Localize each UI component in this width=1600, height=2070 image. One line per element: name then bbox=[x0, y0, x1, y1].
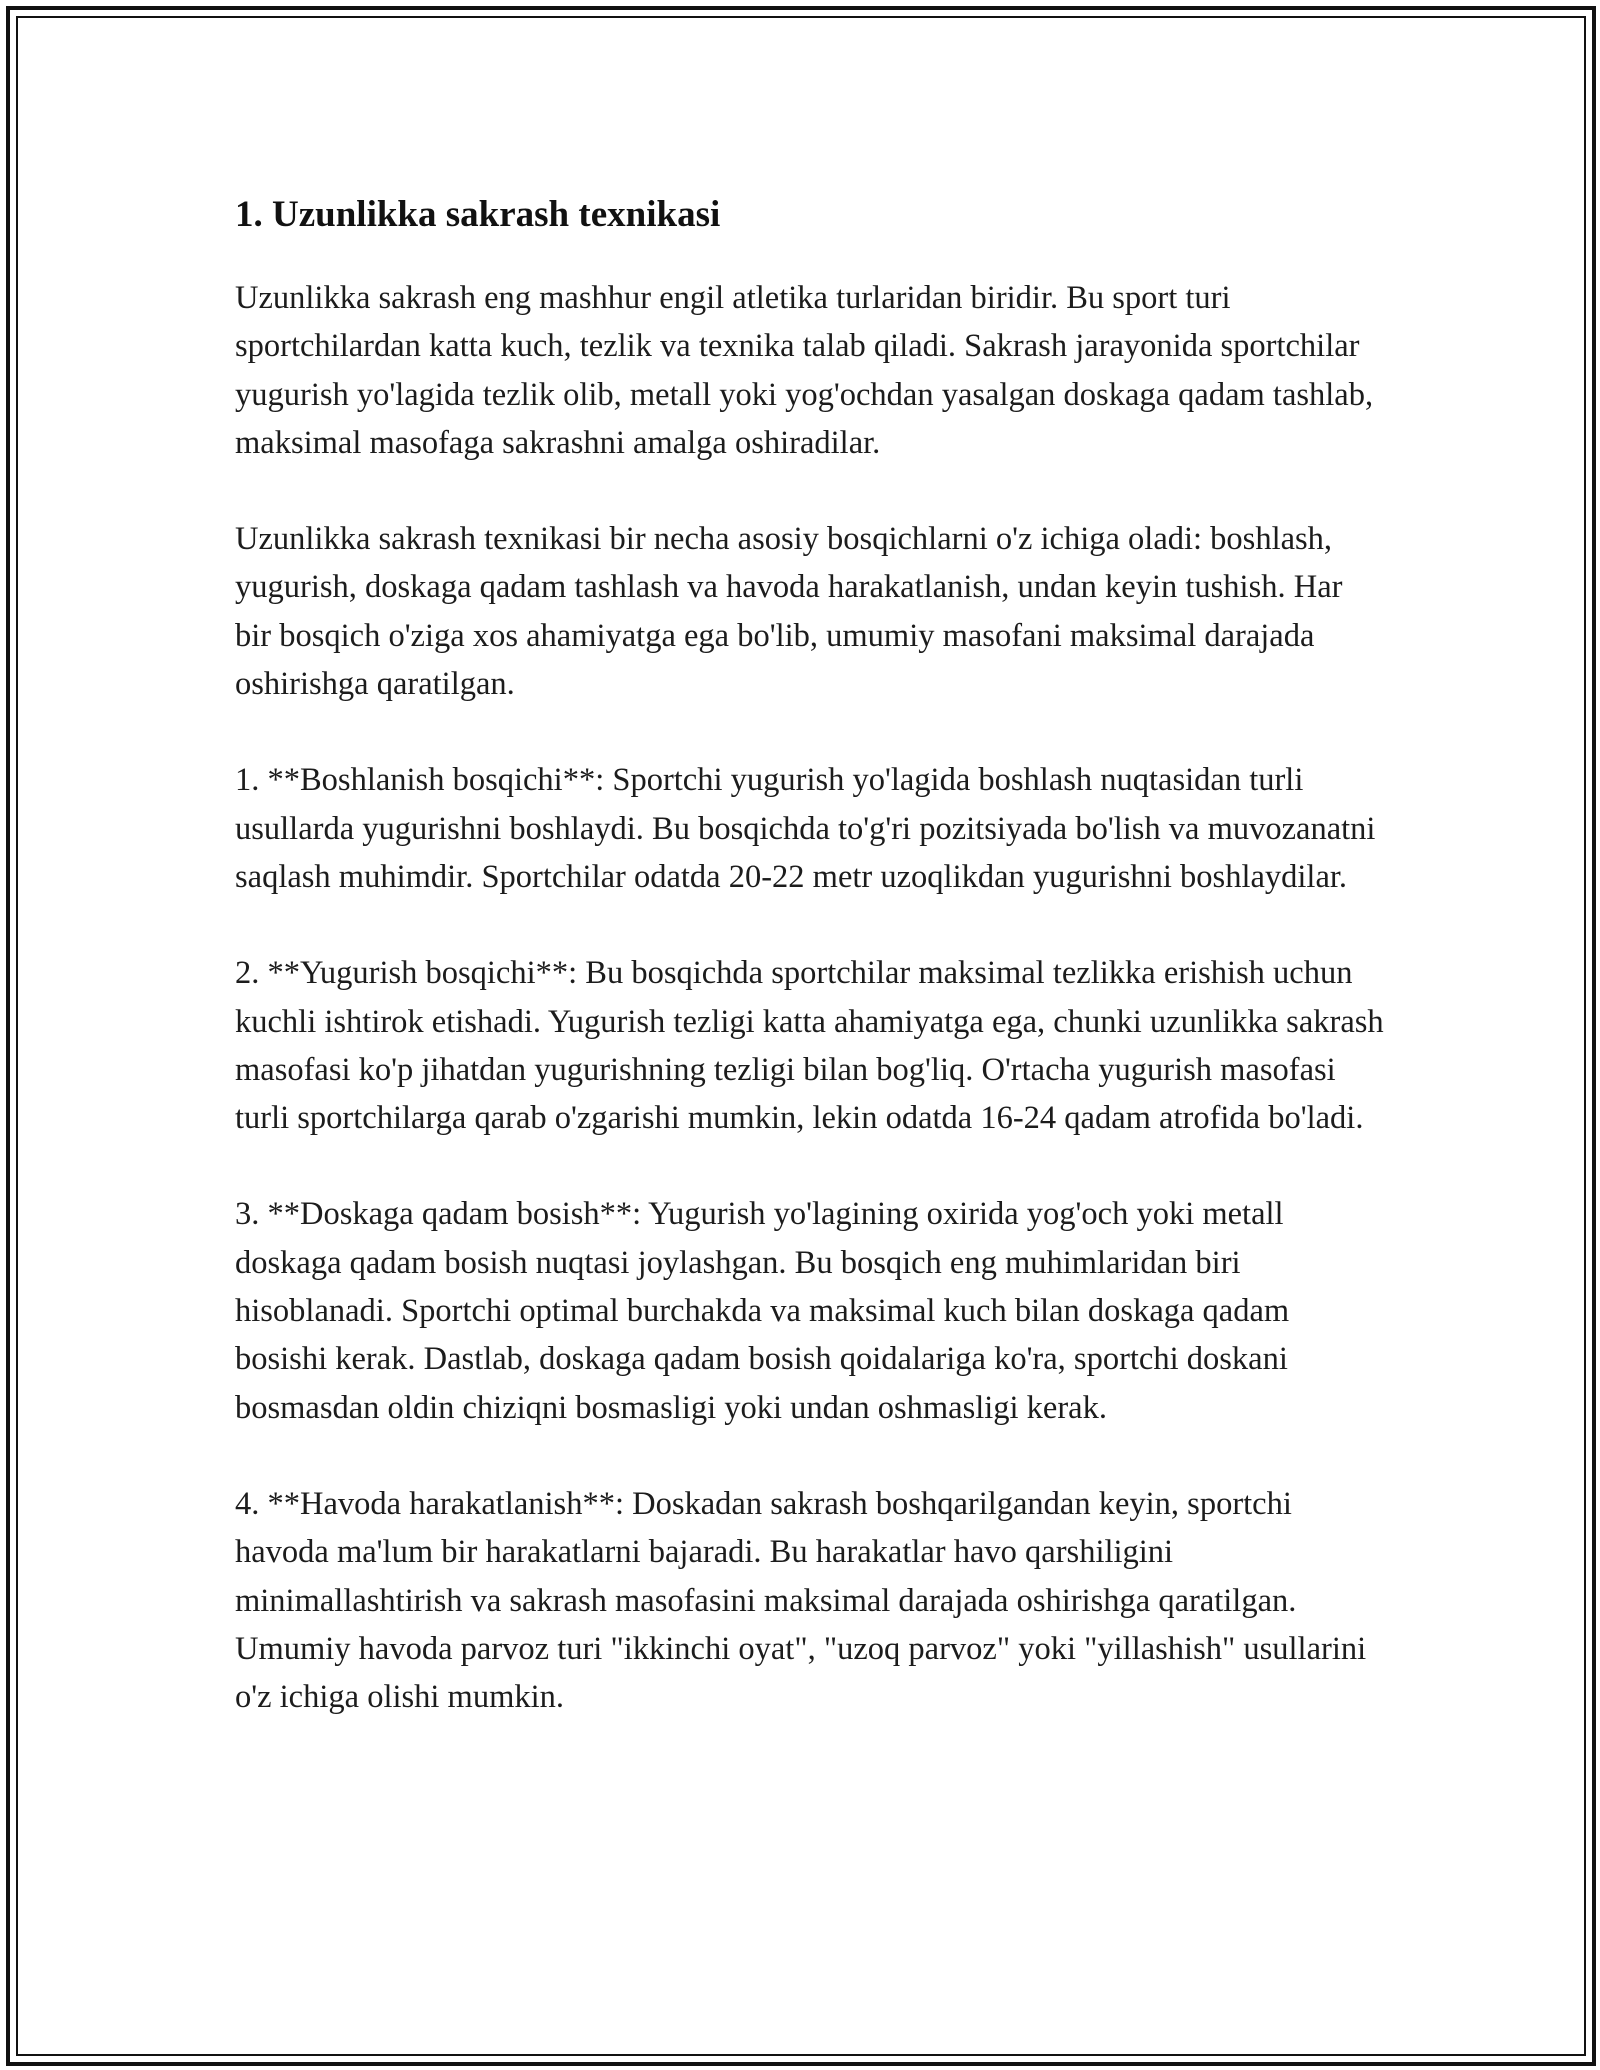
document-body bbox=[235, 184, 1385, 1769]
paragraph-stage-start: 1. **Boshlanish bosqichi**: Sportchi yugurish yo'lagida boshlash nuqtasidan turli usullarda yugurishni boshlaydi. Bu bosqichda to'g'ri pozitsiyada bo'lish va muvozanatni saqlash muhimdir. Sportchilar odatda 20-22 metr uzoqlikdan yugurishni boshlaydilar. bbox=[235, 762, 1376, 895]
paragraph-overview: Uzunlikka sakrash texnikasi bir necha asosiy bosqichlarni o'z ichiga oladi: boshlash, yugurish, doskaga qadam tashlash va havoda harakatlanish, undan keyin tushish. Har bir bosqich o'ziga xos ahamiyatga ega bo'lib, umumiy masofani maksimal darajada oshirishga qaratilgan. bbox=[235, 521, 1343, 703]
section-heading: 1. Uzunlikka sakrash texnikasi bbox=[235, 194, 721, 235]
paragraph-stage-takeoff: 3. **Doskaga qadam bosish**: Yugurish yo'lagining oxirida yog'och yoki metall doskaga qadam bosish nuqtasi joylashgan. Bu bosqich eng muhimlaridan biri hisoblanadi. Sportchi optimal burchakda va maksimal kuch bilan doskaga qadam bosishi kerak. Dastlab, doskaga qadam bosish qoidalariga ko'ra, sportchi doskani bosmasdan oldin chiziqni bosmasligi yoki undan oshmasligi kerak. bbox=[235, 1196, 1290, 1426]
paragraph-stage-run: 2. **Yugurish bosqichi**: Bu bosqichda sportchilar maksimal tezlikka erishish uchun kuchli ishtirok etishadi. Yugurish tezligi katta ahamiyatga ega, chunki uzunlikka sakrash masofasi ko'p jihatdan yugurishning tezligi bilan bog'liq. O'rtacha yugurish masofasi turli sportchilarga qarab o'zgarishi mumkin, lekin odatda 16-24 qadam atrofida bo'ladi. bbox=[235, 955, 1384, 1137]
paragraph-intro: Uzunlikka sakrash eng mashhur engil atletika turlaridan biridir. Bu sport turi sportchilardan katta kuch, tezlik va texnika talab qiladi. Sakrash jarayonida sportchilar yugurish yo'lagida tezlik olib, metall yoki yog'ochdan yasalgan doskaga qadam tashlab, maksimal masofaga sakrashni amalga oshiradilar. bbox=[235, 280, 1374, 461]
paragraph-stage-flight: 4. **Havoda harakatlanish**: Doskadan sakrash boshqarilgandan keyin, sportchi havoda ma'lum bir harakatlarni bajaradi. Bu harakatlar havo qarshiligini minimallashtirish va sakrash masofasini maksimal darajada oshirishga qaratilgan. Umumiy havoda parvoz turi "ikkinchi oyat", "uzoq parvoz" yoki "yillashish" usullarini o'z ichiga olishi mumkin. bbox=[235, 1485, 1367, 1716]
